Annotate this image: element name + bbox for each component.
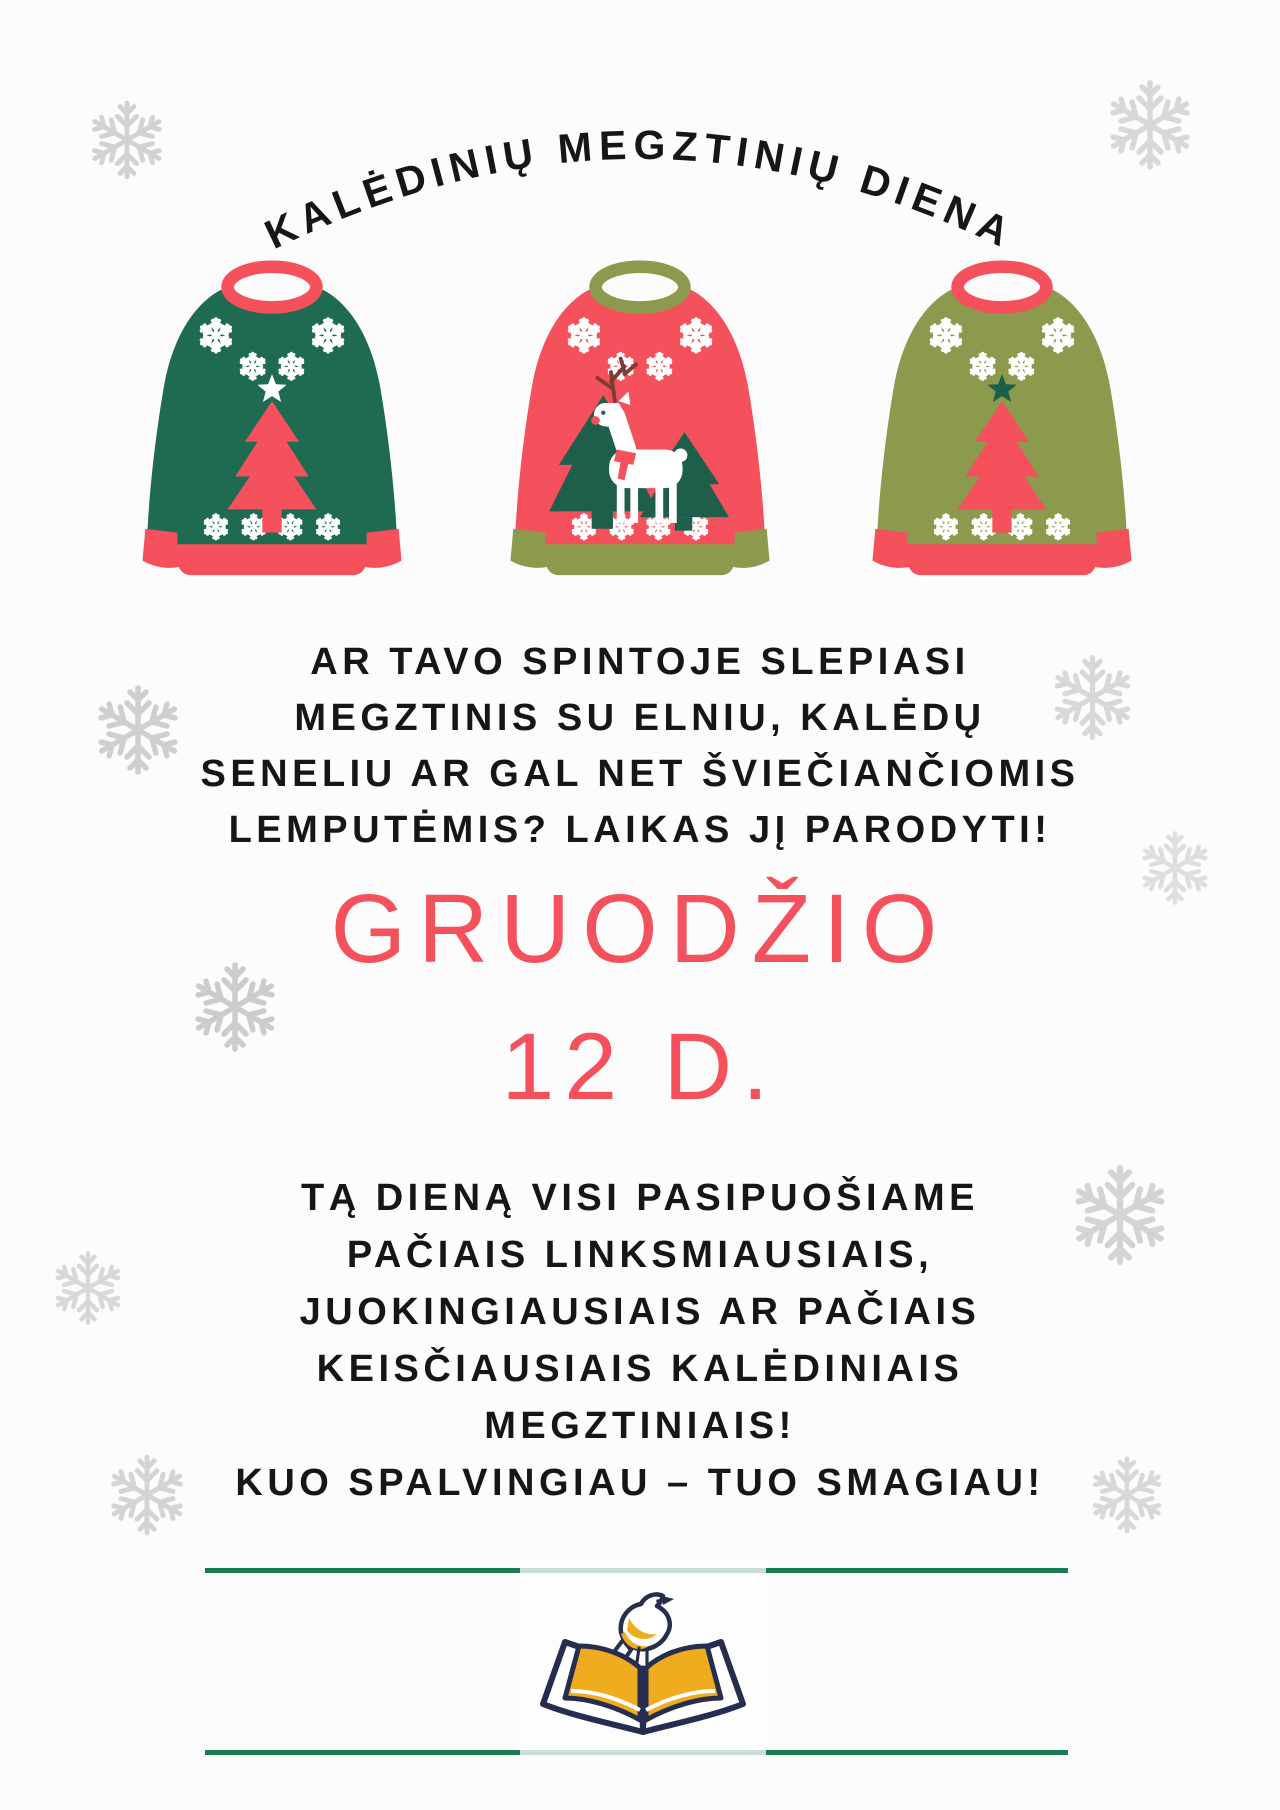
open-book-with-bird-logo xyxy=(523,1578,763,1748)
intro-line: AR TAVO SPINTOJE SLEPIASI xyxy=(310,641,970,683)
body-paragraph xyxy=(0,1170,1280,1512)
intro-line: MEGZTINIS SU ELNIU, KALĖDŲ xyxy=(294,697,986,739)
body-line: PAČIAIS LINKSMIAUSIAIS, xyxy=(346,1234,934,1276)
olive-sweater-with-pink-tree xyxy=(857,250,1147,589)
open-book-icon xyxy=(543,1642,743,1732)
intro-line: SENELIU AR GAL NET ŠVIEČIANČIOMIS xyxy=(200,753,1080,795)
body-line: KEISČIAUSIAIS KALĖDINIAIS xyxy=(316,1348,964,1390)
body-line: TĄ DIENĄ VISI PASIPUOŠIAME xyxy=(301,1177,979,1219)
event-day: 12 D. xyxy=(501,1014,779,1120)
body-line: MEGZTINIAIS! xyxy=(484,1405,796,1447)
event-month: GRUODŽIO xyxy=(330,874,950,983)
intro-paragraph xyxy=(0,634,1280,858)
intro-line: LEMPUTĖMIS? LAIKAS JĮ PARODYTI! xyxy=(228,809,1052,851)
red-sweater-with-reindeer xyxy=(495,250,785,589)
svg-text:KALĖDINIŲ MEGZTINIŲ DIENA xyxy=(258,122,1022,258)
poster-title: KALĖDINIŲ MEGZTINIŲ DIENA xyxy=(257,121,1023,258)
green-sweater-with-red-tree xyxy=(127,250,417,589)
body-line: KUO SPALVINGIAU – TUO SMAGIAU! xyxy=(235,1462,1045,1504)
body-line: JUOKINGIAUSIAIS AR PAČIAIS xyxy=(299,1291,981,1333)
